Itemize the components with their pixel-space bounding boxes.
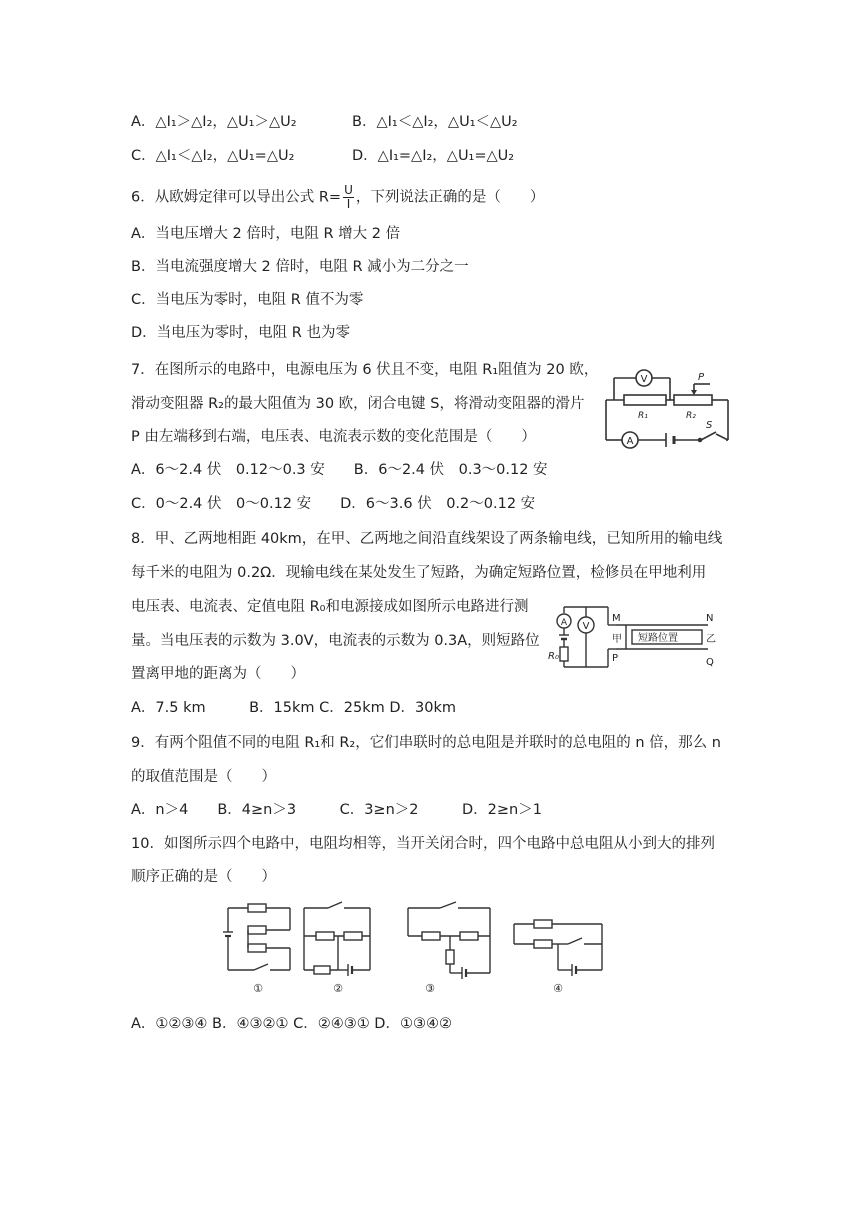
- q10-label-1: ①: [253, 982, 263, 995]
- q6-frac-den: I: [346, 197, 351, 211]
- q8-fig-p-label: P: [612, 653, 619, 664]
- q6-stem-before: 6．从欧姆定律可以导出公式 R=: [131, 189, 342, 206]
- q7-fig-s-label: S: [706, 420, 713, 431]
- q8-line-2: 每千米的电阻为 0.2Ω．现输电线在某处发生了短路，为确定短路位置，检修员在甲地利用: [131, 565, 707, 581]
- q6-fraction: [343, 184, 354, 211]
- q10-label-2: ②: [333, 982, 343, 995]
- q10-circuits-figure: [218, 898, 618, 998]
- q7-fig-a-label: A: [626, 436, 634, 447]
- q7-fig-r1-label: R₁: [638, 411, 648, 421]
- q10-label-4: ④: [553, 982, 563, 995]
- q7-fig-p-label: P: [698, 372, 705, 383]
- q7-line-1: 7．在图所示的电路中，电源电压为 6 伏且不变，电阻 R₁阻值为 20 欧，: [131, 362, 599, 378]
- q8-fig-m-label: M: [612, 613, 621, 624]
- q10-label-3: ③: [425, 982, 435, 995]
- q10-options: A．①②③④ B．④③②① C．②④③① D．①③④②: [131, 1016, 452, 1032]
- q8-line-5: 置离甲地的距离为（ ）: [131, 666, 305, 682]
- q8-line-1: 8．甲、乙两地相距 40km，在甲、乙两地之间沿直线架设了两条输电线，已知所用的输电线: [131, 531, 723, 547]
- q6-option-b: B．当电流强度增大 2 倍时，电阻 R 减小为二分之一: [131, 259, 469, 275]
- q7-circuit-diagram: [600, 364, 735, 454]
- q6-stem-after: ，下列说法正确的是（ ）: [355, 189, 545, 206]
- q6-option-a: A．当电压增大 2 倍时，电阻 R 增大 2 倍: [131, 226, 401, 242]
- q8-line-3: 电压表、电流表、定值电阻 R₀和电源接成如图所示电路进行测: [131, 599, 529, 615]
- q7-options-row-1: A．6～2.4 伏 0.12～0.3 安 B．6～2.4 伏 0.3～0.12 安: [131, 462, 548, 478]
- q10-line-2: 顺序正确的是（ ）: [131, 869, 276, 885]
- q5-option-a: A．△I₁＞△I₂，△U₁＞△U₂: [131, 114, 297, 130]
- q8-line-4: 量。当电压表的示数为 3.0V，电流表的示数为 0.3A，则短路位: [131, 633, 540, 649]
- q6-frac-num: U: [344, 183, 353, 197]
- q8-options: A．7.5 km B．15km C．25km D．30km: [131, 700, 456, 716]
- q7-line-3: P 由左端移到右端，电压表、电流表示数的变化范围是（ ）: [131, 429, 536, 445]
- q6-stem: [131, 184, 544, 211]
- q9-options: A．n＞4 B．4≥n＞3 C．3≥n＞2 D．2≥n＞1: [131, 802, 542, 818]
- q8-fig-a-label: A: [560, 618, 568, 628]
- q6-option-c: C．当电压为零时，电阻 R 值不为零: [131, 292, 364, 308]
- q7-fig-v-label: V: [640, 374, 648, 385]
- q5-option-b: B．△I₁＜△I₂，△U₁＜△U₂: [352, 114, 518, 130]
- q8-circuit-diagram: [548, 597, 718, 677]
- q8-fig-q-label: Q: [706, 657, 714, 668]
- q7-fig-r2-label: R₂: [686, 411, 696, 421]
- q8-fig-short-label: 短路位置: [638, 633, 678, 644]
- q7-line-2: 滑动变阻器 R₂的最大阻值为 30 欧，闭合电键 S，将滑动变阻器的滑片: [131, 396, 585, 412]
- q9-line-1: 9．有两个阻值不同的电阻 R₁和 R₂，它们串联时的总电阻是并联时的总电阻的 n 倍，那么 n: [131, 735, 721, 751]
- q5-option-c: C．△I₁＜△I₂，△U₁=△U₂: [131, 148, 295, 164]
- q10-line-1: 10．如图所示四个电路中，电阻均相等，当开关闭合时，四个电路中总电阻从小到大的排列: [131, 836, 715, 852]
- q9-line-2: 的取值范围是（ ）: [131, 769, 276, 785]
- q8-fig-jia-label: 甲: [612, 634, 622, 645]
- q7-options-row-2: C．0～2.4 伏 0～0.12 安 D．6～3.6 伏 0.2～0.12 安: [131, 496, 536, 512]
- q6-option-d: D．当电压为零时，电阻 R 也为零: [131, 325, 350, 341]
- q8-fig-n-label: N: [706, 613, 714, 624]
- q5-option-d: D．△I₁=△I₂，△U₁=△U₂: [352, 148, 515, 164]
- q8-fig-yi-label: 乙: [706, 634, 716, 645]
- q8-fig-r0-label: R₀: [548, 651, 559, 662]
- q8-fig-v-label: V: [582, 621, 590, 632]
